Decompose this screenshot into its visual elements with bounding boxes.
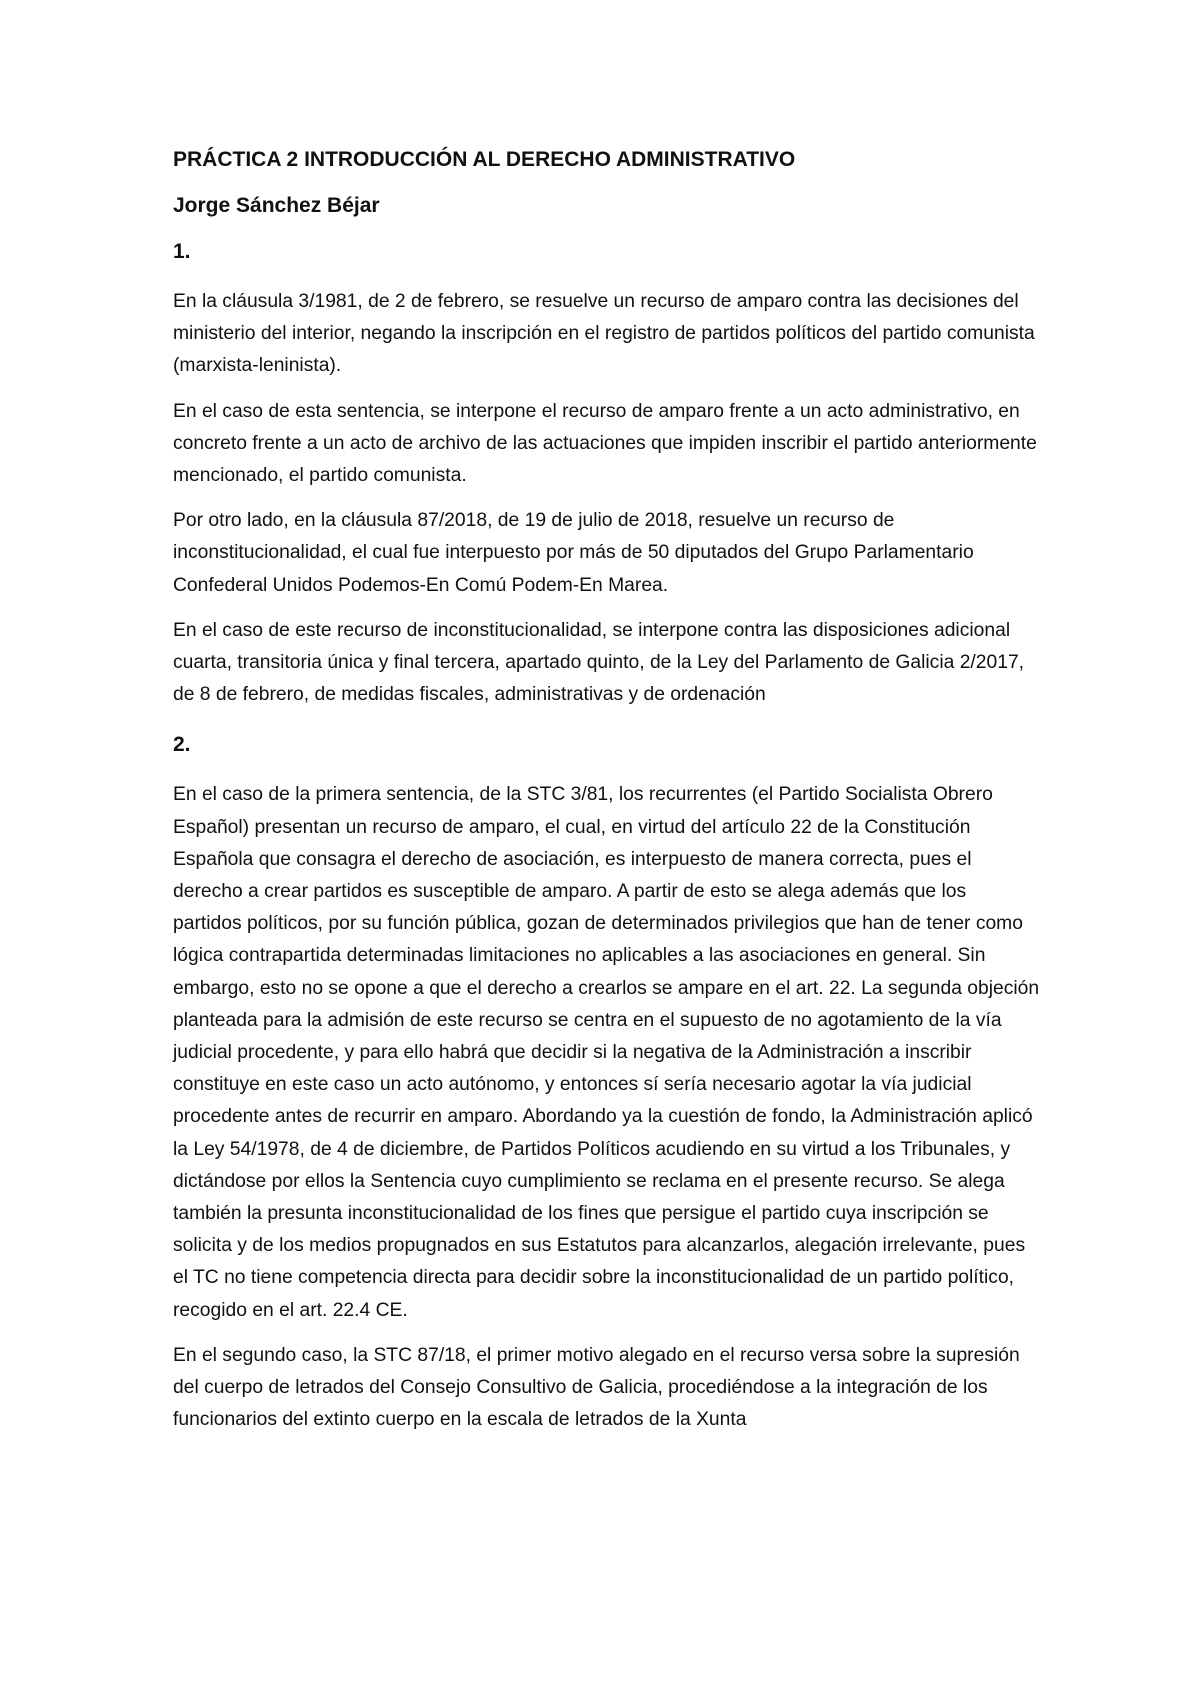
paragraph: Por otro lado, en la cláusula 87/2018, de 19 de julio de 2018, resuelve un recurso de inconstitucionalidad, el cual fue interpuesto por más de 50 diputados del Grupo Parlamentario Confederal Unidos Podemos-En Comú Podem-En Marea.	[173, 510, 974, 596]
document-title: PRÁCTICA 2 INTRODUCCIÓN AL DERECHO ADMINISTRATIVO	[173, 148, 796, 171]
paragraph: En el caso de esta sentencia, se interpone el recurso de amparo frente a un acto administrativo, en concreto frente a un acto de archivo de las actuaciones que impiden inscribir el partido anteriormente mencionado, el partido comunista.	[173, 400, 1037, 487]
paragraph: En la cláusula 3/1981, de 2 de febrero, se resuelve un recurso de amparo contra las decisiones del ministerio del interior, negando la inscripción en el registro de partidos políticos del partido comunista (marxista-leninista).	[173, 291, 1035, 377]
paragraph: En el caso de la primera sentencia, de la STC 3/81, los recurrentes (el Partido Socialista Obrero Español) presentan un recurso de amparo, el cual, en virtud del artículo 22 de la Constitución Española que consagra el derecho de asociación, es interpuesto de manera correcta, pues el derecho a crear partidos es susceptible de amparo. A partir de esto se alega además que los partidos políticos, por su función pública, gozan de determinados privilegios que han de tener como lógica contrapartida determinadas limitaciones no aplicables a las asociaciones en general. Sin embargo, esto no se opone a que el derecho a crearlos se ampare en el art. 22. La segunda objeción planteada para la admisión de este recurso se centra en el supuesto de no agotamiento de la vía judicial procedente, y para ello habrá que decidir si la negativa de la Administración a inscribir constituye en este caso un acto autónomo, y entonces sí sería necesario agotar la vía judicial procedente antes de recurrir en amparo. Abordando ya la cuestión de fondo, la Administración aplicó la Ley 54/1978, de 4 de diciembre, de Partidos Políticos acudiendo en su virtud a los Tribunales, y dictándose por ellos la Sentencia cuyo cumplimiento se reclama en el presente recurso. Se alega también la presunta inconstitucionalidad de los fines que persigue el partido cuya inscripción se solicita y de los medios propugnados en sus Estatutos para alcanzarlos, alegación irrelevante, pues el TC no tiene competencia directa para decidir sobre la inconstitucionalidad de un partido político, recogido en el art. 22.4 CE.	[173, 784, 1040, 1321]
paragraph: En el segundo caso, la STC 87/18, el primer motivo alegado en el recurso versa sobre la supresión del cuerpo de letrados del Consejo Consultivo de Galicia, procediéndose a la integración de los funcionarios del extinto cuerpo en la escala de letrados de la Xunta	[173, 1344, 1020, 1431]
section-heading: 1.	[173, 240, 191, 263]
section-2	[173, 729, 1040, 1436]
paragraph: En el caso de este recurso de inconstitucionalidad, se interpone contra las disposiciones adicional cuarta, transitoria única y final tercera, apartado quinto, de la Ley del Parlamento de Galicia 2/2017, de 8 de febrero, de medidas fiscales, administrativas y de ordenación	[173, 619, 1025, 706]
document-author: Jorge Sánchez Béjar	[173, 194, 380, 217]
section-1	[173, 236, 1040, 711]
section-heading: 2.	[173, 733, 191, 757]
